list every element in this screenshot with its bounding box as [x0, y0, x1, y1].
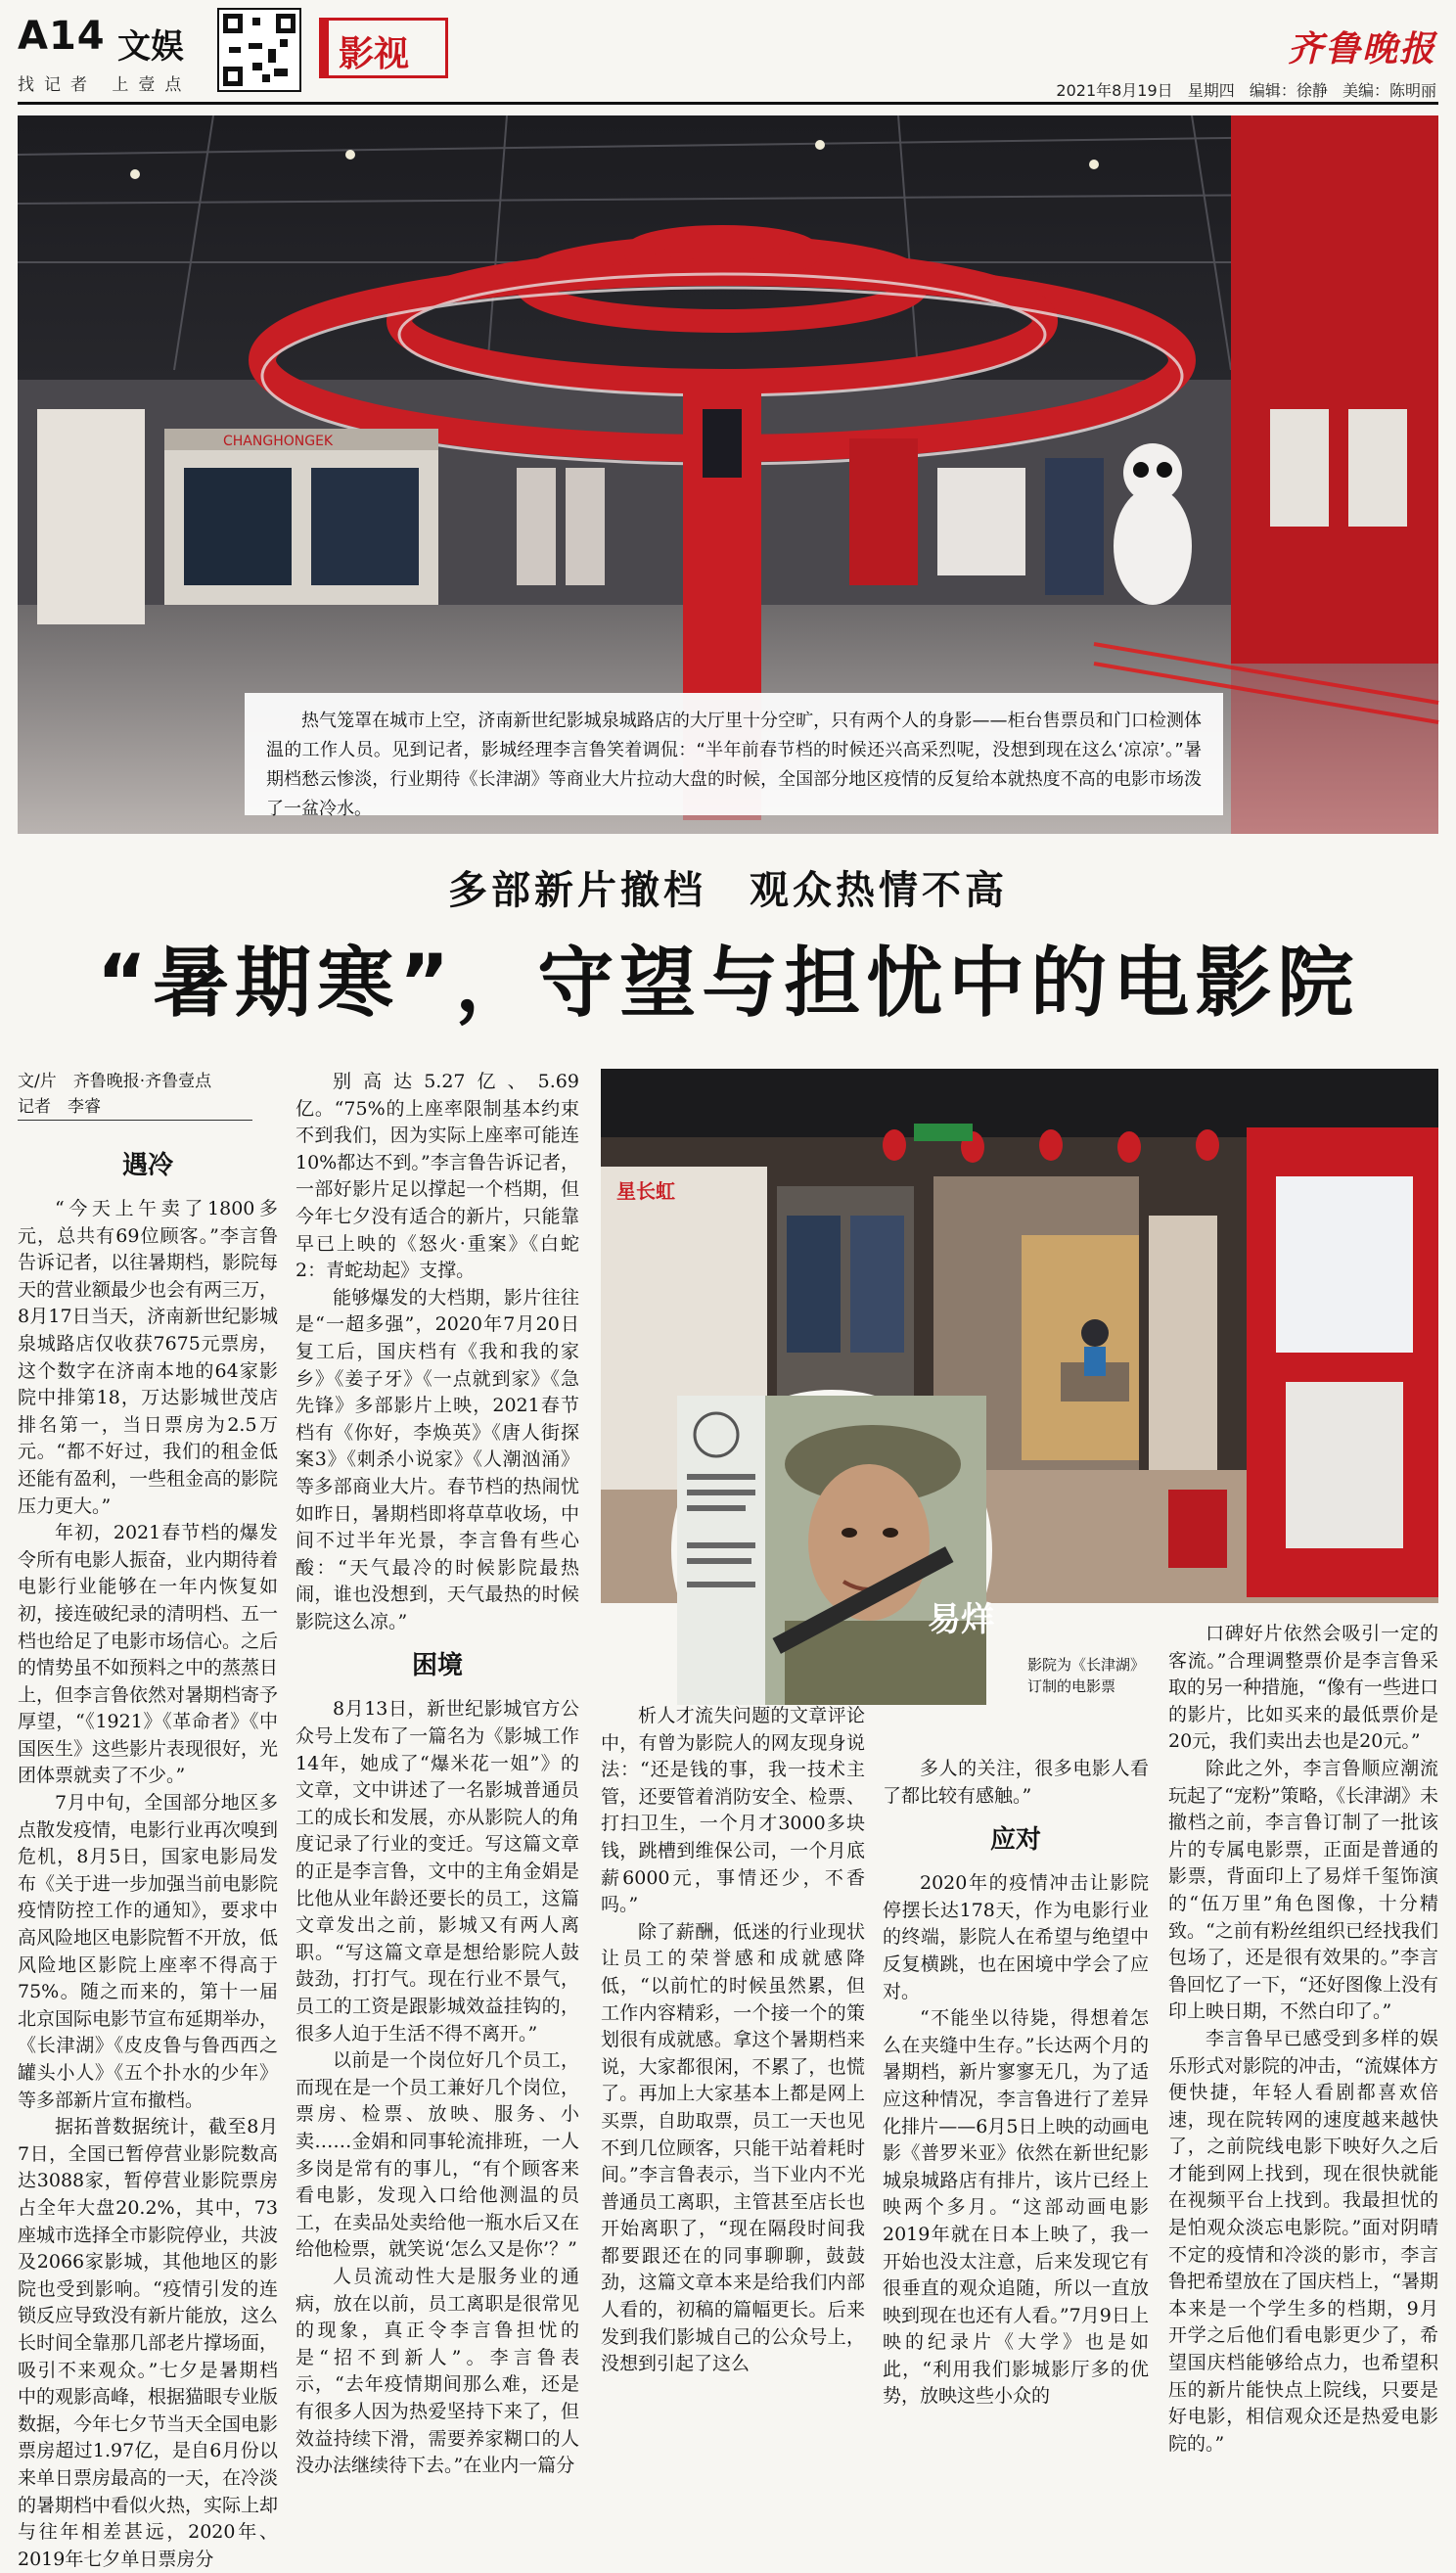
paragraph: 7月中旬，全国部分地区多点散发疫情，电影行业再次嗅到危机，8月5日，国家电影局发布《关于进一步加强当前电影院疫情防控工作的通知》，要求中高风险地区电影院暂不开放，低风险地区影院上座率不得高于75%。随之而来的，第十一届北京国际电影节宣布延期举办，《长津湖》《皮皮鲁与鲁西西之罐头小人》《五个扑水的少年》等多部新片宣布撤档。: [18, 1792, 279, 2111]
paragraph: 别高达5.27亿、5.69亿。“75%的上座率限制基本约束不到我们，因为实际上座率可能连10%都达不到。”李言鲁告诉记者，一部好影片足以撑起一个档期，但今年七夕没有适合的新片，只能靠早已上映的《怒火·重案》《白蛇2：青蛇劫起》支撑。: [296, 1071, 579, 1282]
text-column-3: [601, 1703, 865, 2375]
paragraph: 析人才流失问题的文章评论中，有曾为影院人的网友现身说法：“还是钱的事，我一技术主管，还要管着消防安全、检票、打扫卫生，一个月才3000多块钱，跳槽到维保公司，一个月底薪6000元，事情还少，不香吗。”: [601, 1705, 865, 1916]
ticket-caption-line: 订制的电影票: [1027, 1677, 1116, 1695]
byline-rule: [18, 1120, 252, 1121]
text-column-5: [1168, 1621, 1438, 2455]
text-column-2: [296, 1069, 579, 2477]
actor-name: 易烊: [928, 1600, 994, 1639]
paragraph: 李言鲁早已感受到多样的娱乐形式对影院的冲击，“流媒体方便快捷，年轻人看剧都喜欢倍速，现在院转网的速度越来越快了，之前院线电影下映好久之后才能到网上找到，现在很快就能在视频平台上找到。我最担忧的是怕观众淡忘电影院。”面对阴晴不定的疫情和冷淡的影市，李言鲁把希望放在了国庆档上，“暑期本来是一个学生多的档期，9月开学之后他们看电影更少了，希望国庆档能够给点力，也希望积压的新片能快点上院线，只要是好电影，相信观众还是热爱电影院的。”: [1168, 2027, 1438, 2455]
paragraph: 多人的关注，很多电影人看了都比较有感触。”: [883, 1758, 1149, 1807]
corridor-sign: 星长虹: [616, 1179, 675, 1203]
date: 2021年8月19日: [1056, 81, 1173, 100]
paragraph: “今天上午卖了1800多元，总共有69位顾客。”李言鲁告诉记者，以往暑期档，影院每天的营业额最少也会有两三万，8月17日当天，济南新世纪影城泉城路店仅收获7675元票房，这个数字在济南本地的64家影院中排第18，万达影城世茂店排名第一，当日票房为2.5万元。“都不好过，我们的租金低还能有盈利，一些租金高的影院压力更大。”: [18, 1198, 279, 1517]
lobby-sign: CHANGHONGEK: [223, 434, 334, 449]
paragraph: “不能坐以待毙，得想着怎么在夹缝中生存。”长达两个月的暑期档，新片寥寥无几，为了适应这种情况，李言鲁进行了差异化排片——6月5日上映的动画电影《普罗米亚》依然在新世纪影城泉城路店有排片，该片已经上映两个多月。“这部动画电影2019年就在日本上映了，我一开始也没太注意，后来发现它有很垂直的观众追随，所以一直放映到现在也还有人看。”7月9日上映的纪录片《大学》也是如此，“利用我们影城影厅多的优势，放映这些小众的: [883, 2007, 1149, 2408]
header-rule: [18, 102, 1438, 105]
paragraph: 除了薪酬，低迷的行业现状让员工的荣誉感和成就感降低，“以前忙的时候虽然累，但工作内容精彩，一个接一个的策划很有成就感。拿这个暑期档来说，大家都很闲，不累了，也慌了。再加上大家基本上都是网上买票，自助取票，员工一天也见不到几位顾客，只能干站着耗时间。”李言鲁表示，当下业内不光普通员工离职，主管甚至店长也开始离职了，“现在隔段时间我都要跟还在的同事聊聊，鼓鼓劲，这篇文章本来是给我们内部人看的，初稿的篇幅更长。后来发到我们影城自己的公众号上，没想到引起了这么: [601, 1920, 865, 2375]
article-title: “暑期寒”，守望与担忧中的电影院: [96, 940, 1360, 1028]
editor: 编辑：徐静: [1249, 81, 1328, 100]
page-header: [0, 0, 1456, 106]
photo-caption: 热气笼罩在城市上空，济南新世纪影城泉城路店的大厅里十分空旷，只有两个人的身影——柜台售票员和门口检测体温的工作人员。见到记者，影城经理李言鲁笑着调侃：“半年前春节档的时候还兴高采烈呢，没想到现在这么‘凉凉’。”暑期档愁云惨淡，行业期待《长津湖》等商业大片拉动大盘的时候，全国部分地区疫情的反复给本就热度不高的电影市场泼了一盆冷水。: [245, 693, 1223, 815]
paragraph: 除此之外，李言鲁顺应潮流玩起了“宠粉”策略，《长津湖》未撤档之前，李言鲁订制了一批该片的专属电影票，正面是普通的影票，背面印上了易烊千玺饰演的“伍万里”角色图像，十分精致。“之前有粉丝组织已经找我们包场了，还是很有效果的。”李言鲁回忆了一下，“还好图像上没有印上映日期，不然白印了。”: [1168, 1757, 1438, 2023]
designer: 美编：陈明丽: [1342, 81, 1436, 100]
section-name: 文娱: [117, 27, 184, 67]
column-tag-label: 影视: [339, 34, 410, 74]
tagline: 找记者 上壹点: [18, 75, 192, 95]
byline-source: 文/片 齐鲁晚报·齐鲁壹点: [18, 1072, 212, 1091]
column-tag: [319, 18, 448, 78]
newspaper-logo: 齐鲁晚报: [1287, 28, 1436, 69]
paragraph: 能够爆发的大档期，影片往往是“一超多强”，2020年7月20日复工后，国庆档有《我和我的家乡》《姜子牙》《一点就到家》《急先锋》多部影片上映，2021春节档有《你好，李焕英》《唐人街探案3》《刺杀小说家》《人潮汹涌》等多部商业大片。春节档的热闹忧如昨日，暑期档即将草草收场，中间不过半年光景，李言鲁有些心酸：“天气最冷的时候影院最热闹，谁也没想到，天气最热的时候影院这么凉。”: [296, 1286, 579, 1632]
text-column-1: [18, 1135, 279, 2570]
page-number: A14: [18, 14, 106, 59]
byline-reporter: 记者 李睿: [18, 1097, 101, 1117]
paragraph: 2020年的疫情冲击让影院停摆长达178天，作为电影行业的终端，影院人在希望与绝望中反复横跳，也在困境中学会了应对。: [883, 1872, 1149, 2002]
ticket-caption: [1027, 1654, 1145, 1697]
paragraph: 年初，2021春节档的爆发令所有电影人振奋，业内期待着电影行业能够在一年内恢复如初，接连破纪录的清明档、五一档也给足了电影市场信心。之后的情势虽不如预料之中的蒸蒸日上，但李言鲁依然对暑期档寄予厚望，“《1921》《革命者》《中国医生》这些影片表现很好，光团体票就卖了不少。”: [18, 1522, 279, 1787]
text-column-4: [883, 1756, 1149, 2408]
paragraph: 以前是一个岗位好几个员工，而现在是一个员工兼好几个岗位，票房、检票、放映、服务、小卖……金娟和同事轮流排班，一人多岗是常有的事儿，“有个顾客来看电影，发现入口给他测温的员工，在卖品处卖给他一瓶水后又在给他检票，就笑说‘怎么又是你’？”: [296, 2049, 579, 2261]
paragraph: 口碑好片依然会吸引一定的客流。”合理调整票价是李言鲁采取的另一种措施，“像有一些进口的影片，比如买来的最低票价是20元，我们卖出去也是20元。”: [1168, 1623, 1438, 1753]
ticket-caption-line: 影院为《长津湖》: [1027, 1656, 1146, 1674]
soldier-portrait-illustration: [677, 1396, 994, 1705]
paragraph: 据拓普数据统计，截至8月7日，全国已暂停营业影院数高达3088家，暂停营业影院票房占全年大盘20.2%，其中，73座城市选择全市影院停业，共波及2066家影城，其他地区的影院也受到影响。“疫情引发的连锁反应导致没有新片能放，这么长时间全靠那几部老片撑场面，吸引不来观众。”七夕是暑期档中的观影高峰，根据猫眼专业版数据，今年七夕节当天全国电影票房超过1.97亿，是自6月份以来单日票房最高的一天，在冷淡的暑期档中看似火热，实际上却与往年相差甚远，2020年、2019年七夕单日票房分: [18, 2116, 279, 2570]
section-heading-response: 应对: [989, 1825, 1041, 1856]
article-subtitle: 多部新片撤档 观众热情不高: [448, 868, 1008, 913]
dateline: [1056, 78, 1436, 101]
section-heading-cold: 遇冷: [121, 1151, 173, 1180]
paragraph: 人员流动性大是服务业的通病，放在以前，员工离职是很常见的现象，真正令李言鲁担忧的是“招不到新人”。李言鲁表示，“去年疫情期间那么难，还是有很多人因为热爱坚持下来了，但效益持续下滑，需要养家糊口的人没办法继续待下去。”在业内一篇分: [296, 2265, 579, 2477]
section-heading-predicament: 困境: [411, 1651, 463, 1681]
movie-ticket-photo: [671, 1390, 992, 1711]
weekday: 星期四: [1187, 81, 1235, 100]
qr-code-icon[interactable]: [217, 8, 301, 92]
byline: [18, 1069, 211, 1120]
paragraph: 8月13日，新世纪影城官方公众号上发布了一篇名为《影城工作14年，她成了“爆米花一姐”》的文章，文中讲述了一名影城普通员工的成长和发展，亦从影院人的角度记录了行业的变迁。写这篇文章的正是李言鲁，文中的主角金娟是比他从业年龄还要长的员工，这篇文章发出之前，影城又有两人离职。“写这篇文章是想给影院人鼓鼓劲，打打气。现在行业不景气，员工的工资是跟影城效益挂钩的，很多人迫于生活不得不离开。”: [296, 1698, 579, 2045]
